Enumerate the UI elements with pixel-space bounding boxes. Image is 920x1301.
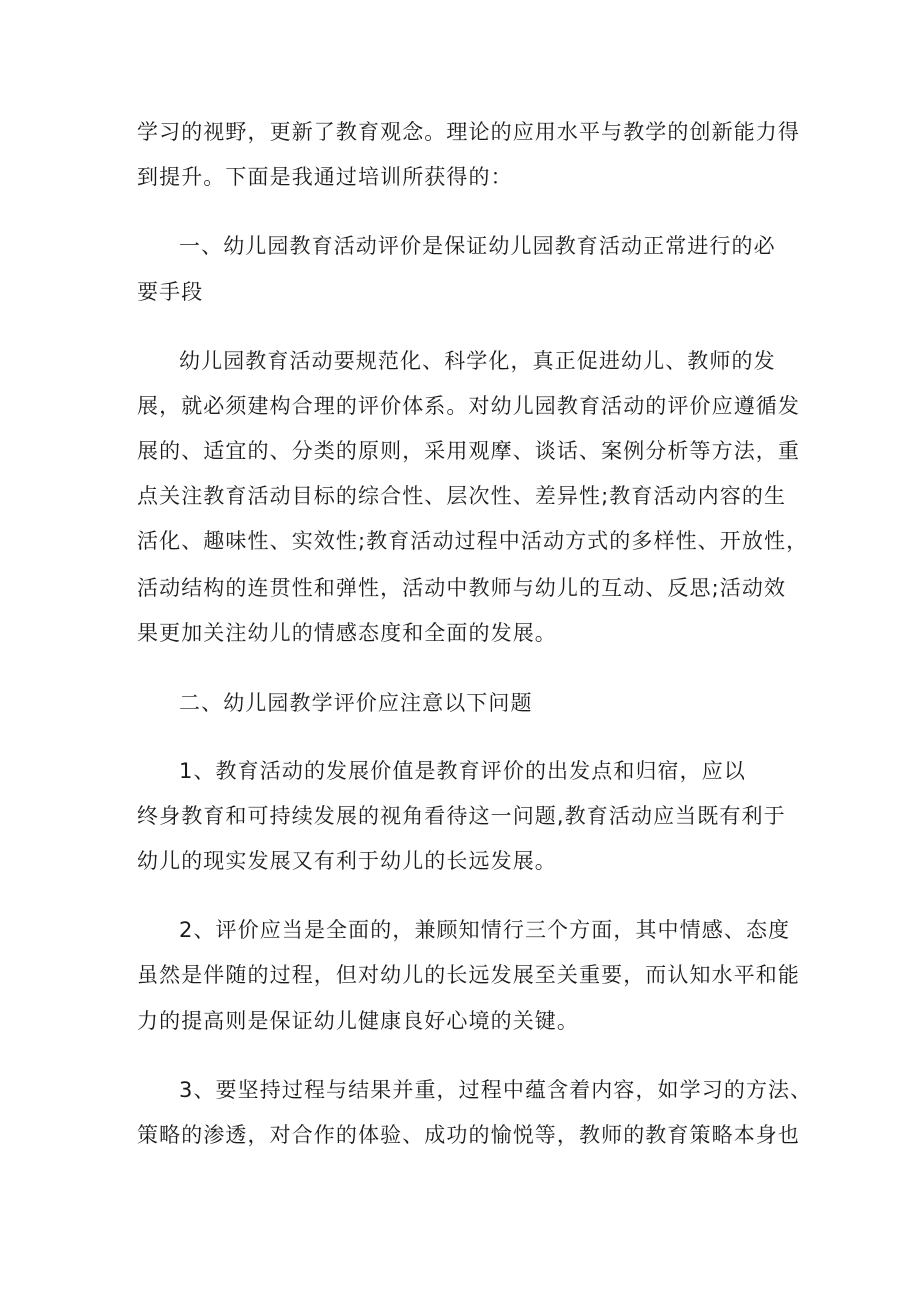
text-line: 策略的渗透，对合作的体验、成功的愉悦等，教师的教育策略本身也	[137, 1123, 800, 1147]
text-line: 幼儿园教育活动要规范化、科学化，真正促进幼儿、教师的发	[179, 349, 776, 373]
text-line: 3、要坚持过程与结果并重，过程中蕴含着内容，如学习的方法、	[179, 1078, 813, 1102]
text-line: 展的、适宜的、分类的原则，采用观摩、谈话、案例分析等方法，重	[137, 439, 800, 463]
text-line: 终身教育和可持续发展的视角看待这一问题,教育活动应当既有利于	[137, 804, 786, 828]
text-line: 点关注教育活动目标的综合性、层次性、差异性;教育活动内容的生	[137, 484, 787, 508]
heading-line: 一、幼儿园教育活动评价是保证幼儿园教育活动正常进行的必	[179, 234, 776, 258]
text-line: 幼儿的现实发展又有利于幼儿的长远发展。	[137, 849, 557, 873]
text-line: 学习的视野，更新了教育观念。理论的应用水平与教学的创新能力得	[137, 120, 800, 144]
text-line: 活化、趣味性、实效性;教育活动过程中活动方式的多样性、开放性，	[137, 529, 809, 553]
text-line: 活动结构的连贯性和弹性，活动中教师与幼儿的互动、反思;活动效	[137, 576, 787, 600]
text-line: 力的提高则是保证幼儿健康良好心境的关键。	[137, 1009, 579, 1033]
text-line: 到提升。下面是我通过培训所获得的：	[137, 165, 513, 189]
text-line: 果更加关注幼儿的情感态度和全面的发展。	[137, 621, 557, 645]
text-line: 1、教育活动的发展价值是教育评价的出发点和归宿，应以	[179, 759, 746, 783]
heading-line: 要手段	[137, 280, 204, 304]
text-line: 虽然是伴随的过程，但对幼儿的长远发展至关重要，而认知水平和能	[137, 963, 800, 987]
heading-line: 二、幼儿园教学评价应注意以下问题	[179, 691, 533, 715]
text-line: 展，就必须建构合理的评价体系。对幼儿园教育活动的评价应遵循发	[137, 394, 800, 418]
text-line: 2、评价应当是全面的，兼顾知情行三个方面，其中情感、态度	[179, 918, 791, 942]
